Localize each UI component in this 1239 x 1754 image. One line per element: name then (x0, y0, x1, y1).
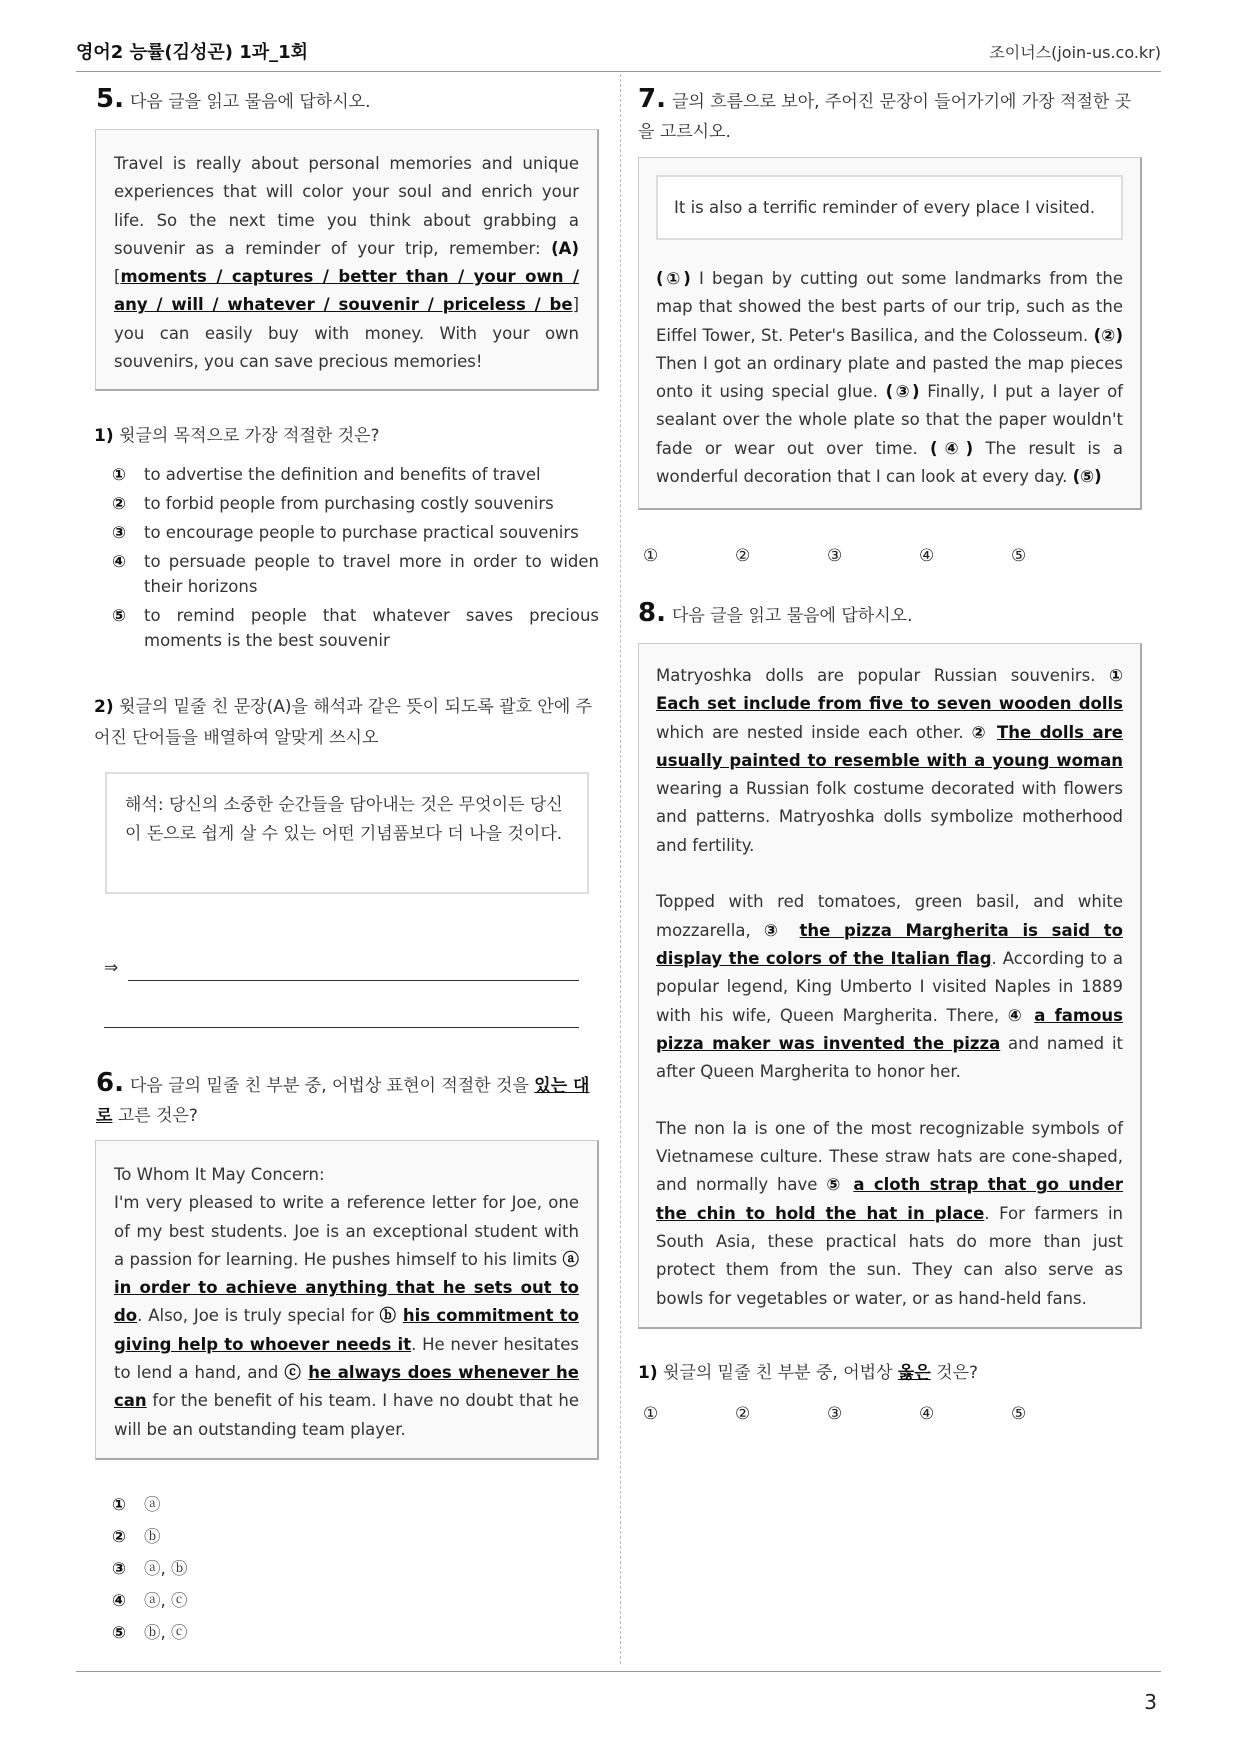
option-4[interactable] (112, 549, 599, 599)
marker-label: ⓐ (562, 1249, 579, 1269)
marker-label: (①) (656, 269, 691, 288)
question-number: 5. (96, 84, 124, 114)
option-number: ⑤ (112, 1623, 126, 1642)
passage-text: To Whom It May Concern: I'm very pleased to write a reference letter for Joe, one of my best students. Joe is an exceptional student with a passion for learning. He pushes himself to his limits (114, 1165, 579, 1269)
marker-label: (③) (885, 382, 920, 402)
given-sentence: It is also a terrific reminder of every place I visited. (674, 198, 1096, 217)
underlined-phrase: Each set include from five to seven wooden dolls (656, 694, 1123, 714)
q6-options (112, 1492, 412, 1645)
question-prompt: 다음 글을 읽고 물음에 답하시오. (129, 92, 371, 112)
option-5[interactable] (112, 1620, 412, 1645)
option-text: ⓑ, ⓒ (144, 1623, 188, 1642)
q5-sub1-question (94, 421, 380, 446)
question-number: 8. (638, 598, 666, 628)
option-number: ③ (112, 523, 126, 542)
marker-label: (⑤) (1072, 467, 1102, 487)
option-1[interactable] (112, 1492, 412, 1517)
underlined-phrase: a cloth strap that go under the chin to hold the hat in place (656, 1175, 1123, 1223)
question-8-heading (638, 598, 912, 631)
q8-passage-box (638, 643, 1142, 1329)
q8-sub1-question (638, 1358, 978, 1383)
option-2[interactable] (112, 1524, 412, 1549)
underlined-phrase: a famous pizza maker was invented the pizza (656, 1005, 1124, 1053)
sub-text: 윗글의 밑줄 친 부분 중, 어법상 (663, 1363, 898, 1383)
q6-passage (114, 1161, 579, 1444)
footer-divider (76, 1671, 1161, 1672)
answer-line-2[interactable] (104, 1027, 579, 1028)
q8-options (643, 1404, 1103, 1424)
marker-label: ④ (1007, 1005, 1035, 1025)
page-number: 3 (1144, 1690, 1157, 1714)
choice-1[interactable]: ① (643, 1404, 659, 1424)
underlined-phrase: The dolls are usually painted to resemble with a young woman (656, 722, 1123, 770)
choice-4[interactable]: ④ (919, 546, 935, 566)
passage-text: for the benefit of his team. I have no doubt that he will be an outstanding team player. (114, 1391, 579, 1439)
option-1[interactable] (112, 462, 599, 487)
option-3[interactable] (112, 520, 599, 545)
q5-passage-box (95, 129, 599, 391)
answer-line-1[interactable] (128, 980, 579, 981)
passage-text: Travel is really about personal memories and unique experiences that will color your soul and enrich your life. So the next time you think about grabbing a souvenir as a reminder of your trip, remember: (114, 154, 579, 258)
translation-text: 해석: 당신의 소중한 순간들을 담아내는 것은 무엇이든 당신이 돈으로 쉽게 살 수 있는 어떤 기념품보다 더 나을 것이다. (125, 795, 563, 844)
choice-3[interactable]: ③ (827, 546, 843, 566)
question-5-heading (96, 84, 370, 117)
passage-text: . According to a popular legend, King Umberto I visited Naples in 1889 with his wife, Queen Margherita. There, (656, 948, 1123, 1025)
sub-text: 윗글의 목적으로 가장 적절한 것은? (119, 426, 380, 446)
option-3[interactable] (112, 1556, 412, 1581)
sub-number: 1) (638, 1363, 658, 1383)
marker-label: (A) (551, 238, 579, 258)
choice-3[interactable]: ③ (827, 1404, 843, 1424)
passage-text: The result is a wonderful decoration that I can look at every day. (656, 438, 1123, 487)
marker-label: ⑤ (826, 1175, 854, 1195)
q5-passage (114, 150, 579, 376)
marker-label: ⓑ (379, 1306, 403, 1326)
underlined-phrase: the pizza Margherita is said to display the colors of the Italian flag (656, 920, 1124, 968)
option-4[interactable] (112, 1588, 412, 1613)
passage-text: . For farmers in South Asia, these practical hats do more than just protect them from the sun. They can also serve as bowls for vegetables or water, or as hand-held fans. (656, 1203, 1123, 1308)
option-number: ④ (112, 552, 126, 571)
option-text: to encourage people to purchase practical souvenirs (144, 523, 579, 542)
sub-number: 1) (94, 426, 114, 446)
passage-text: ] you can easily buy with money. With your own souvenirs, you can save precious memories! (114, 295, 579, 372)
question-prompt: 글의 흐름으로 보아, 주어진 문장이 들어가기에 가장 적절한 곳을 고르시오. (638, 92, 1132, 142)
option-number: ① (112, 1495, 126, 1514)
document-title: 영어2 능률(김성곤) 1과_1회 (76, 42, 309, 63)
passage-text: . Also, Joe is truly special for (137, 1306, 380, 1326)
marker-label: ② (971, 722, 997, 742)
choice-5[interactable]: ⑤ (1011, 546, 1027, 566)
underlined-phrase: his commitment to giving help to whoever needs it (114, 1306, 579, 1354)
option-2[interactable] (112, 491, 599, 516)
option-text: ⓐ (144, 1495, 161, 1514)
choice-2[interactable]: ② (735, 1404, 751, 1424)
passage-text: [ (114, 267, 121, 287)
option-5[interactable] (112, 603, 599, 653)
question-number: 6. (96, 1068, 124, 1098)
header-divider (76, 71, 1161, 72)
passage-text: . He never hesitates to lend a hand, and (114, 1334, 579, 1383)
question-number: 7. (638, 84, 666, 114)
passage-text: I began by cutting out some landmarks from the map that showed the best parts of our trip, such as the Eiffel Tower, St. Peter's Basilica, and the Colosseum. (656, 269, 1123, 345)
option-number: ③ (112, 1559, 126, 1578)
marker-label: (④) (930, 438, 974, 458)
sub-number: 2) (94, 697, 114, 717)
q8-passage (656, 662, 1123, 1313)
marker-label: (②) (1093, 325, 1123, 345)
underlined-phrase: 있는 대로 (96, 1076, 590, 1126)
site-name: 조이너스(join-us.co.kr) (989, 43, 1161, 62)
choice-1[interactable]: ① (643, 546, 659, 566)
option-text: to advertise the definition and benefits of travel (144, 465, 541, 484)
passage-text: 고른 것은? (112, 1106, 198, 1126)
choice-4[interactable]: ④ (919, 1404, 935, 1424)
option-number: ⑤ (112, 606, 126, 625)
marker-label: ③ (763, 920, 800, 940)
q5-sub2-question (94, 692, 599, 754)
passage-text: Matryoshka dolls are popular Russian souvenirs. (656, 666, 1110, 685)
marker-label: ⓒ (284, 1363, 309, 1383)
option-text: to remind people that whatever saves precious moments is the best souvenir (144, 606, 599, 650)
option-number: ② (112, 1527, 126, 1546)
q7-passage-box (638, 157, 1142, 510)
underlined-phrase: moments / captures / better than / your own / any / will / whatever / souvenir / priceless / be (114, 267, 579, 315)
question-prompt (96, 1076, 589, 1126)
option-number: ④ (112, 1591, 126, 1610)
sub-text: 윗글의 밑줄 친 문장(A)을 해석과 같은 뜻이 되도록 괄호 안에 주어진 단어들을 배열하여 알맞게 쓰시오 (94, 697, 593, 748)
option-text: ⓑ (144, 1527, 161, 1546)
question-prompt: 다음 글을 읽고 물음에 답하시오. (671, 606, 913, 626)
passage-text: Then I got an ordinary plate and pasted the map pieces onto it using special glue. (656, 353, 1123, 402)
choice-2[interactable]: ② (735, 546, 751, 566)
given-sentence-box (656, 175, 1123, 240)
option-text: to forbid people from purchasing costly souvenirs (144, 494, 554, 513)
passage-text: which are nested inside each other. (656, 722, 972, 742)
choice-5[interactable]: ⑤ (1011, 1404, 1027, 1424)
question-6-heading (96, 1068, 601, 1131)
question-7-heading (638, 84, 1143, 147)
passage-text: and named it after Queen Margherita to honor her. The non la is one of the most recognizable symbols of Vietnamese culture. These straw hats are cone-shaped, and normally have (656, 1033, 1123, 1195)
q7-passage (656, 265, 1123, 491)
option-text: ⓐ, ⓑ (144, 1559, 188, 1578)
q6-passage-box (95, 1140, 599, 1460)
option-text: to persuade people to travel more in order to widen their horizons (144, 552, 599, 596)
passage-text: wearing a Russian folk costume decorated with flowers and patterns. Matryoshka dolls symbolize motherhood and fertility. Topped with red tomatoes, green basil, and white mozzarella, (656, 779, 1123, 940)
underlined-phrase: in order to achieve anything that he sets out to do (114, 1278, 579, 1326)
emphasis-text: 옳은 (897, 1363, 931, 1383)
option-text: ⓐ, ⓒ (144, 1591, 188, 1610)
passage-text: 다음 글의 밑줄 친 부분 중, 어법상 표현이 적절한 것을 (129, 1076, 535, 1096)
option-number: ② (112, 494, 126, 513)
marker-label: ① (1109, 666, 1123, 685)
q7-options (643, 546, 1103, 566)
column-divider (620, 74, 621, 1664)
underlined-phrase: he always does whenever he can (114, 1363, 579, 1411)
q5-options (112, 462, 599, 653)
sub-text-end: 것은? (930, 1363, 979, 1383)
passage-text: Finally, I put a layer of sealant over the whole plate so that the paper wouldn't fade or wear out over time. (656, 382, 1123, 458)
translation-box (105, 772, 589, 894)
option-number: ① (112, 465, 126, 484)
arrow-icon: ⇒ (104, 958, 119, 978)
